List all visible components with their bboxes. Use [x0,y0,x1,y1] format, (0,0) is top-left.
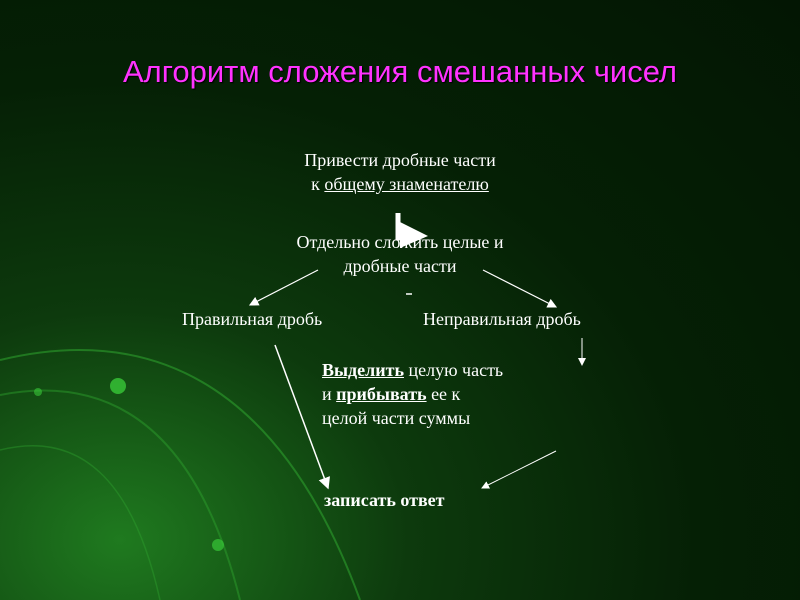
step3-line2 [322,382,503,406]
step1-line2 [250,172,550,196]
step1-line1: Привести дробные части [304,150,496,170]
arrow-proper-to-answer [275,345,328,488]
step3-line1 [322,358,503,382]
proper-fraction-label: Правильная дробь [182,309,323,329]
add-word: прибывать [336,384,427,404]
step2-line2: дробные части [343,256,457,276]
step1-prefix: к [311,174,325,194]
step3-line1-rest: целую часть [403,360,504,380]
improper-fraction-label: Неправильная дробь [423,309,581,329]
step3-line2-rest: ее к [426,384,461,404]
extract-word: Выделить [322,360,404,380]
arrow-extract-to-answer [482,451,556,488]
step3-text [322,358,503,430]
step3-line3: целой части суммы [322,408,471,428]
step2-text [240,230,560,278]
step2-line1: Отдельно сложить целые и [296,232,504,252]
step1-text [250,148,550,196]
slide-title: Алгоритм сложения смешанных чисел [122,54,678,89]
answer-label: записать ответ [324,490,445,510]
step1-underlined: общему знаменателю [324,174,489,194]
step3-line2-prefix: и [322,384,337,404]
